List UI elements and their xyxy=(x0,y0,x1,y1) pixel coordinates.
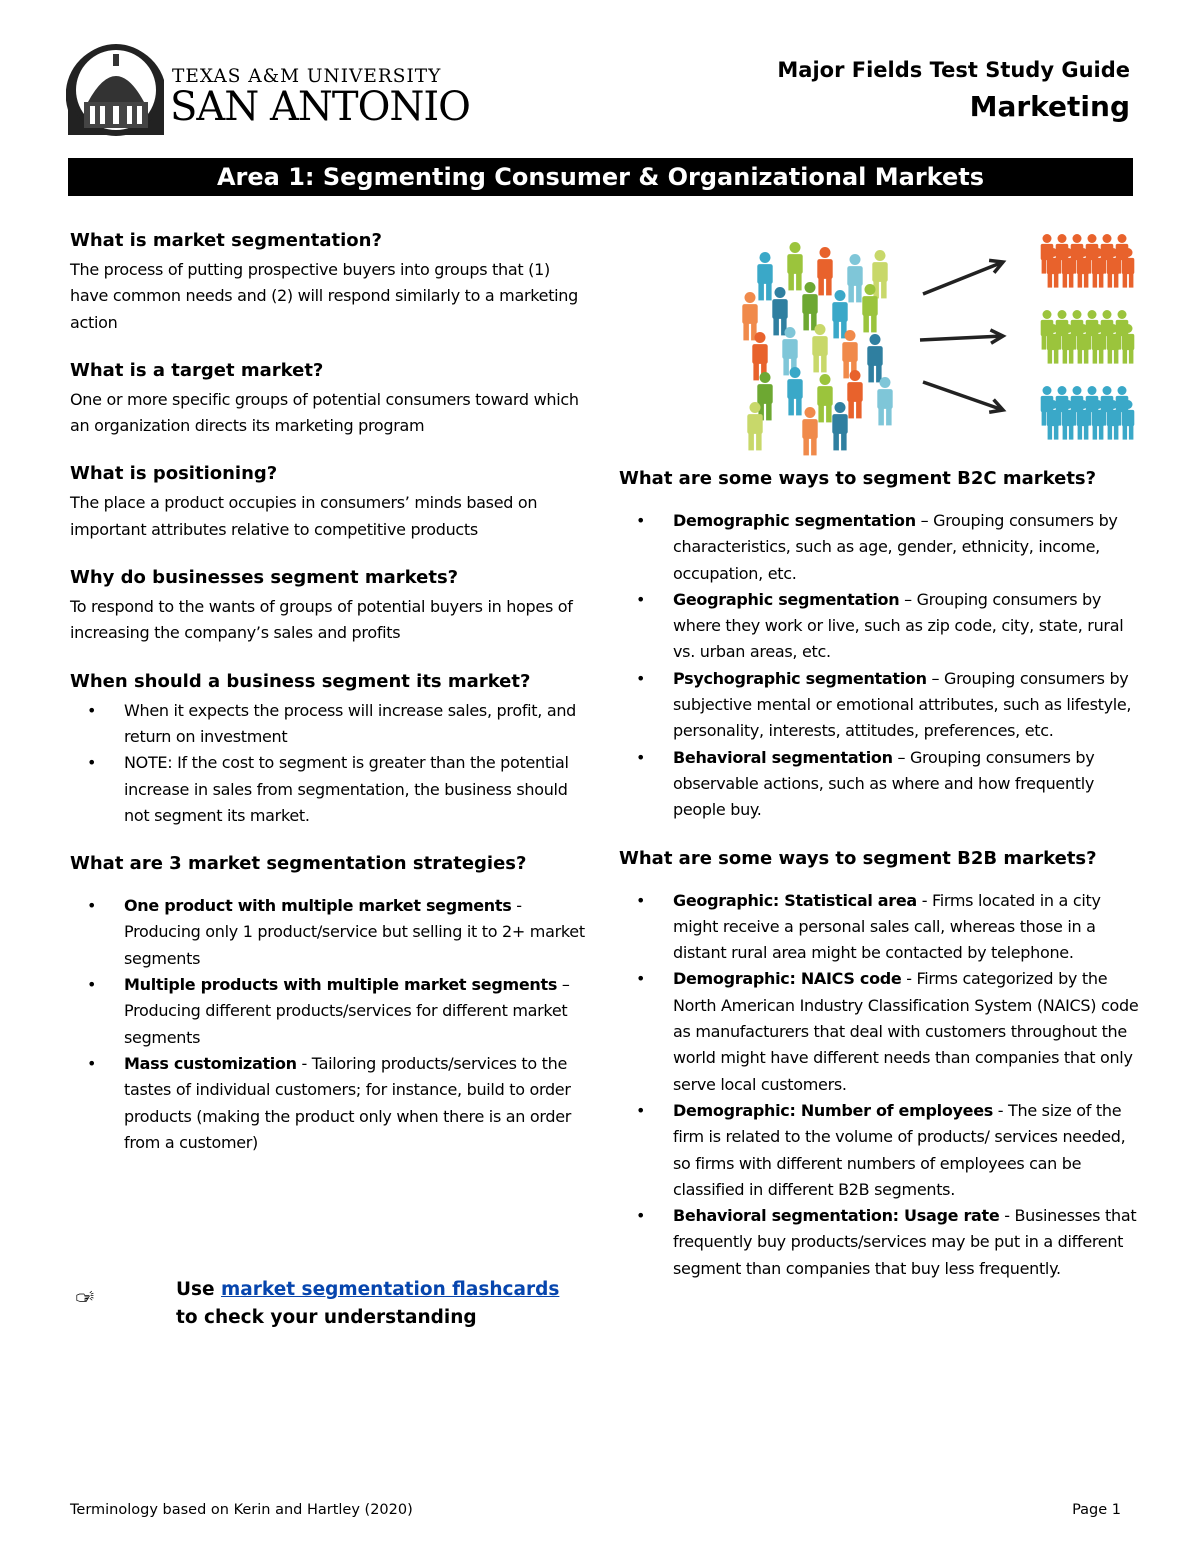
list-item xyxy=(619,508,1139,587)
callout-text xyxy=(176,1276,559,1332)
question-heading: What are 3 market segmentation strategies? xyxy=(70,853,527,875)
answer-text: The place a product occupies in consumers’ minds based on important attributes relative to competitive products xyxy=(70,493,538,539)
question-heading: What is a target market? xyxy=(70,359,324,381)
term-desc: - Producing only 1 product/service but selling it to 2+ market segments xyxy=(124,896,585,968)
term: Psychographic segmentation xyxy=(673,668,927,688)
person-figure xyxy=(877,377,892,425)
when-to-segment-list xyxy=(70,698,590,829)
term-desc: – Grouping consumers by observable actions, such as where and how frequently people buy. xyxy=(673,747,1095,820)
term-desc: - The size of the firm is related to the volume of products/ services needed, so firms with different numbers of employees can be classified in different B2B segments. xyxy=(673,1100,1126,1199)
b2c-list xyxy=(619,508,1139,824)
term: Geographic segmentation xyxy=(673,589,900,609)
term: Behavioral segmentation: Usage rate xyxy=(673,1206,1000,1226)
question-heading: When should a business segment its market? xyxy=(70,670,531,692)
person-figure xyxy=(817,247,832,295)
strategies-list xyxy=(70,893,590,1156)
flashcards-link[interactable]: market segmentation flashcards xyxy=(221,1279,560,1300)
term: Geographic: Statistical area xyxy=(673,890,917,910)
list-item xyxy=(70,972,590,1051)
term: Demographic: Number of employees xyxy=(673,1100,993,1120)
term-desc: – Grouping consumers by where they work or live, such as zip code, city, state, rural vs. urban areas, etc. xyxy=(673,589,1124,662)
person-figure xyxy=(867,334,882,382)
person-figure xyxy=(817,374,832,422)
area-banner: Area 1: Segmenting Consumer & Organizational Markets xyxy=(68,158,1133,196)
person-figure xyxy=(742,292,757,340)
person-figure xyxy=(802,282,817,330)
list-item xyxy=(619,1098,1139,1203)
person-figure xyxy=(787,242,802,290)
term: Demographic: NAICS code xyxy=(673,969,902,989)
term-desc: - Firms located in a city might receive a personal sales call, whereas those in a distant rural area might be contacted by telephone. xyxy=(673,890,1101,963)
people-segmentation-illustration xyxy=(735,232,1135,460)
arrow-icon xyxy=(920,336,1003,340)
university-name-line2: SAN ANTONIO xyxy=(170,84,470,130)
b2b-list xyxy=(619,888,1139,1282)
term-desc: – Producing different products/services for different market segments xyxy=(124,975,570,1047)
arrow-icon xyxy=(923,382,1003,410)
guide-title: Major Fields Test Study Guide xyxy=(777,58,1130,82)
list-item xyxy=(70,893,590,972)
person-figure xyxy=(847,254,862,302)
term: Demographic segmentation xyxy=(673,511,916,530)
pointing-hand-icon xyxy=(76,1262,176,1332)
list-item xyxy=(619,966,1139,1097)
footer-citation: Terminology based on Kerin and Hartley (2020) xyxy=(70,1502,413,1518)
term-desc: - Tailoring products/services to the tastes of individual customers; for instance, build to order products (making the product only when there is an order from a customer) xyxy=(124,1053,572,1152)
term-desc: - Firms categorized by the North American Industry Classification System (NAICS) code as manufacturers that deal with customers throughout the world might have different needs than companies that only serve local customers. xyxy=(673,969,1139,1094)
dome-seal-icon xyxy=(66,44,164,136)
person-figure xyxy=(832,290,847,338)
answer-text: To respond to the wants of groups of potential buyers in hopes of increasing the company’s sales and profits xyxy=(70,597,573,643)
term: Behavioral segmentation xyxy=(673,747,893,767)
question-heading: What are some ways to segment B2C markets? xyxy=(619,468,1097,489)
callout-suffix: to check your understanding xyxy=(176,1307,477,1328)
term: Multiple products with multiple market segments xyxy=(124,975,558,995)
left-column xyxy=(70,228,590,1178)
question-heading: Why do businesses segment markets? xyxy=(70,567,459,589)
person-figure xyxy=(802,407,817,455)
person-figure xyxy=(772,287,787,335)
list-item xyxy=(619,745,1139,824)
person-figure xyxy=(832,402,847,450)
arrow-icon xyxy=(923,262,1003,294)
callout-prefix: Use xyxy=(176,1279,222,1300)
person-figure xyxy=(812,324,827,372)
answer-text: The process of putting prospective buyers into groups that (1) have common needs and (2) will respond similarly to a marketing action xyxy=(70,260,579,332)
list-item xyxy=(619,888,1139,967)
person-figure xyxy=(787,367,802,415)
person-figure xyxy=(757,372,772,420)
term-desc: – Grouping consumers by subjective mental or emotional attributes, such as lifestyle, personality, interests, attitudes, preferences, etc. xyxy=(673,668,1132,741)
list-item xyxy=(70,1051,590,1156)
question-heading: What is positioning? xyxy=(70,463,278,485)
list-item: • NOTE: If the cost to segment is greater than the potential increase in sales from segmentation, the business should not segment its market. xyxy=(70,750,590,829)
term: Mass customization xyxy=(124,1053,297,1073)
right-column xyxy=(619,466,1139,1304)
question-heading: What are some ways to segment B2B markets? xyxy=(619,847,1097,869)
term-desc: – Grouping consumers by characteristics, such as age, gender, ethnicity, income, occupation, etc. xyxy=(673,511,1118,583)
answer-text: One or more specific groups of potential consumers toward which an organization directs its marketing program xyxy=(70,389,579,436)
list-item xyxy=(619,1203,1139,1282)
list-item: • When it expects the process will increase sales, profit, and return on investment xyxy=(70,698,590,751)
term: One product with multiple market segments xyxy=(124,896,512,916)
person-figure xyxy=(847,370,862,418)
university-name-line1: TEXAS A&M UNIVERSITY xyxy=(172,66,442,87)
question-heading: What is market segmentation? xyxy=(70,230,382,251)
person-figure xyxy=(757,252,772,300)
term-desc: - Businesses that frequently buy products/services may be put in a different segment than companies that buy less frequently. xyxy=(673,1206,1137,1278)
list-item xyxy=(619,666,1139,745)
page-number: Page 1 xyxy=(1072,1502,1121,1518)
list-item xyxy=(619,587,1139,666)
subject-title: Marketing xyxy=(969,90,1130,123)
